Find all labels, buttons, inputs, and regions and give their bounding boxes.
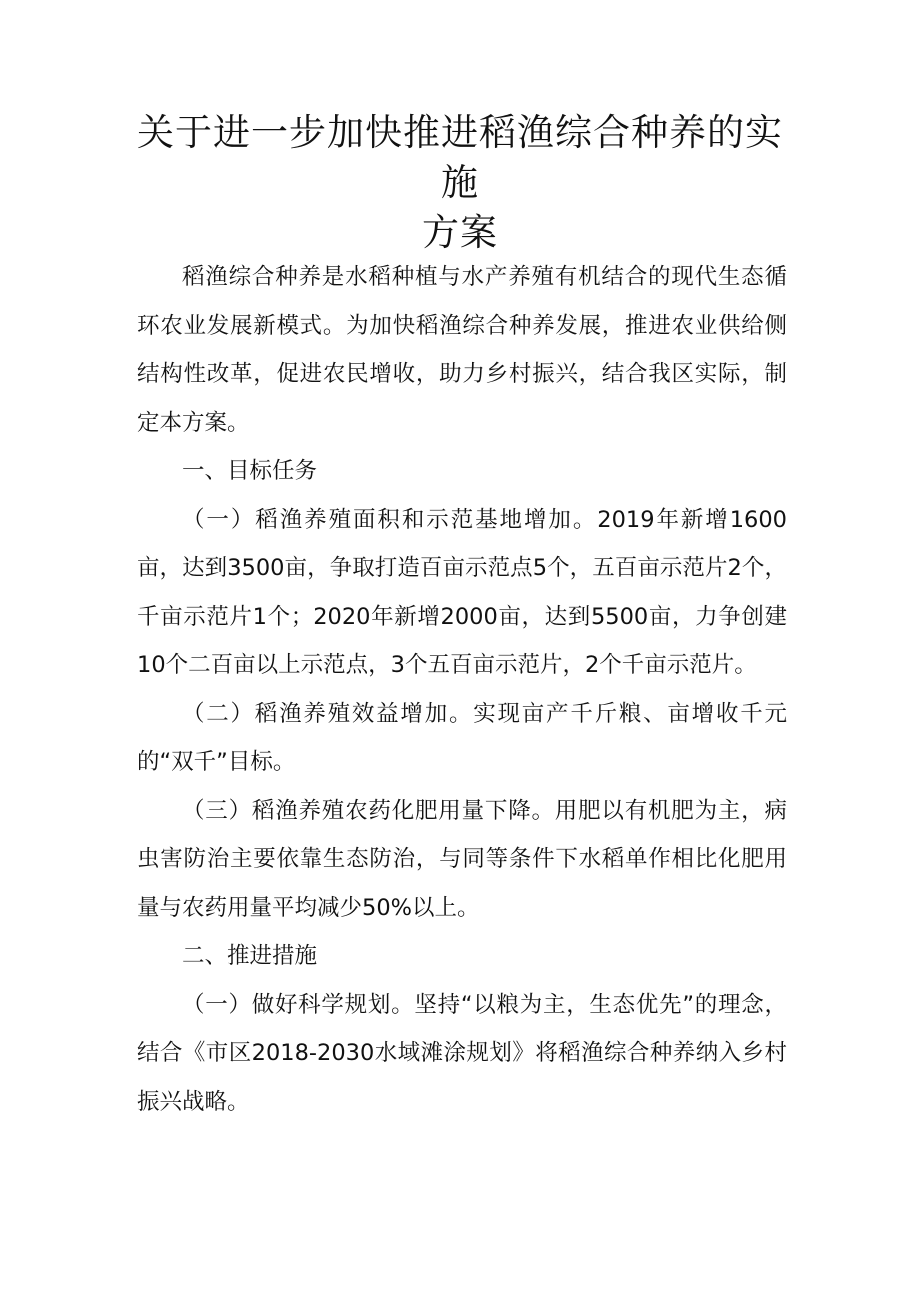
document-body [137, 253, 787, 1126]
title-line-1: 关于进一步加快推进稻渔综合种养的实施 [137, 111, 783, 204]
goal-item-2: （二）稻渔养殖效益增加。实现亩产千斤粮、亩增收千元的“双千”目标。 [137, 700, 787, 775]
title-line-2: 方案 [422, 211, 498, 254]
goal-item-3: （三）稻渔养殖农药化肥用量下降。用肥以有机肥为主，病虫害防治主要依靠生态防治，与同等条件下水稻单作相比化肥用量与农药用量平均减少50%以上。 [137, 797, 787, 921]
section-heading-measures: 二、推进措施 [182, 943, 318, 969]
measure-item-1: （一）做好科学规划。坚持“以粮为主，生态优先”的理念，结合《市区2018-2030水域滩涂规划》将稻渔综合种养纳入乡村振兴战略。 [137, 991, 787, 1115]
goal-item-1: （一）稻渔养殖面积和示范基地增加。2019年新增1600亩，达到3500亩，争取打造百亩示范点5个，五百亩示范片2个，千亩示范片1个；2020年新增2000亩，达到5500亩，力争创建10个二百亩以上示范点，3个五百亩示范片，2个千亩示范片。 [137, 506, 787, 678]
intro-paragraph: 稻渔综合种养是水稻种植与水产养殖有机结合的现代生态循环农业发展新模式。为加快稻渔综合种养发展，推进农业供给侧结构性改革，促进农民增收，助力乡村振兴，结合我区实际，制定本方案。 [137, 264, 787, 436]
document-title [120, 108, 800, 258]
section-heading-goals: 一、目标任务 [182, 458, 318, 484]
